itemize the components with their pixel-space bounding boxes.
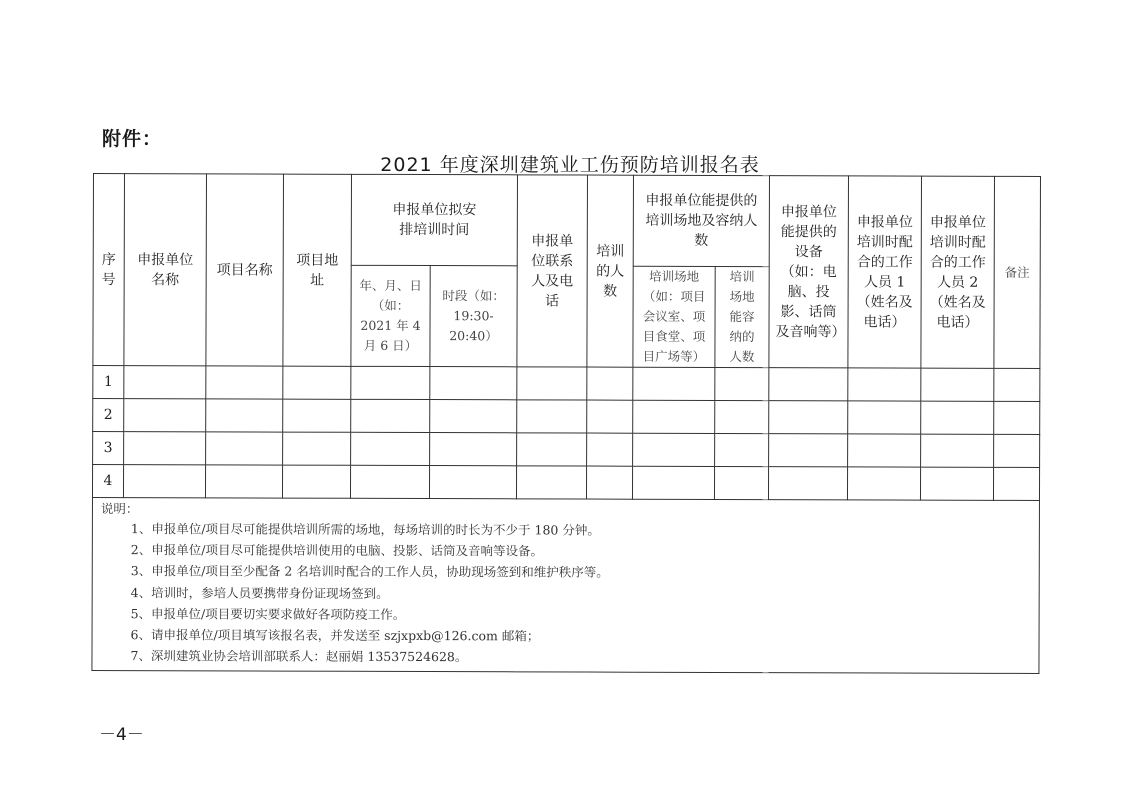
input-cell[interactable] (206, 366, 283, 399)
header-trainee-count: 培训的人数 (587, 175, 634, 367)
input-cell[interactable] (351, 432, 430, 465)
input-cell[interactable] (768, 467, 847, 500)
input-cell[interactable] (283, 432, 351, 465)
input-cell[interactable] (848, 401, 921, 434)
notes-label: 说明： (100, 501, 139, 517)
input-cell[interactable] (769, 368, 848, 401)
input-cell[interactable] (769, 401, 848, 434)
input-cell[interactable] (769, 434, 848, 467)
input-cell[interactable] (714, 466, 768, 499)
form-title: 2021 年度深圳建筑业工伤预防培训报名表 (380, 154, 760, 176)
note-item: 3、申报单位/项目至少配备 2 名培训时配合的工作人员，协助现场签到和维护秩序等。 (130, 563, 609, 581)
input-cell[interactable] (994, 401, 1040, 434)
input-cell[interactable] (848, 368, 921, 401)
input-cell[interactable] (587, 433, 633, 466)
note-item: 6、请申报单位/项目填写该报名表，并发送至 szjxpxb@126.com 邮箱； (130, 627, 540, 644)
input-cell[interactable] (587, 367, 633, 400)
input-cell[interactable] (283, 399, 351, 432)
input-cell[interactable] (847, 467, 920, 500)
row-number: 1 (93, 366, 124, 399)
input-cell[interactable] (715, 367, 769, 400)
input-cell[interactable] (587, 400, 633, 433)
header-unit-name: 申报单位名称 (124, 174, 207, 366)
input-cell[interactable] (124, 366, 206, 399)
input-cell[interactable] (124, 432, 206, 465)
row-number: 2 (93, 399, 124, 432)
notes-section (92, 497, 1040, 673)
input-cell[interactable] (351, 399, 430, 432)
input-cell[interactable] (283, 366, 351, 399)
input-cell[interactable] (430, 433, 517, 466)
input-cell[interactable] (123, 465, 205, 498)
header-venue-group: 申报单位能提供的培训场地及容纳人数 (633, 175, 769, 266)
header-staff-1: 申报单位培训时配合的工作人员 1（姓名及电话） (848, 176, 922, 368)
header-venue: 培训场地（如：项目会议室、项目食堂、项目广场等） (633, 266, 715, 367)
input-cell[interactable] (516, 466, 586, 499)
row-number: 4 (92, 465, 123, 498)
input-cell[interactable] (633, 367, 715, 400)
note-item: 7、深圳建筑业协会培训部联系人：赵丽娟 13537524628。 (130, 648, 468, 665)
notes-list (100, 518, 1032, 669)
input-cell[interactable] (921, 401, 994, 434)
input-cell[interactable] (282, 465, 350, 498)
header-project-address: 项目地址 (283, 174, 352, 366)
header-period: 时段（如：19:30-20:40） (430, 266, 517, 367)
header-seq: 序号 (93, 174, 125, 366)
note-item: 1、申报单位/项目尽可能提供培训所需的场地，每场培训的时长为不少于 180 分钟。 (130, 521, 600, 538)
input-cell[interactable] (633, 433, 715, 466)
header-project-name: 项目名称 (206, 174, 284, 366)
input-cell[interactable] (205, 465, 282, 498)
input-cell[interactable] (921, 368, 994, 401)
table-row (93, 432, 1040, 468)
input-cell[interactable] (848, 434, 921, 467)
input-cell[interactable] (517, 400, 587, 433)
header-remarks: 备注 (994, 176, 1041, 368)
input-cell[interactable] (921, 434, 994, 467)
input-cell[interactable] (993, 467, 1039, 500)
registration-table (91, 173, 1041, 674)
input-cell[interactable] (206, 432, 283, 465)
input-cell[interactable] (206, 399, 283, 432)
input-cell[interactable] (351, 366, 430, 399)
header-capacity: 培训场地能容纳的人数 (715, 266, 769, 367)
page-number: －4－ (99, 725, 144, 745)
note-item: 4、培训时，参培人员要携带身份证现场签到。 (130, 584, 389, 601)
header-staff-2: 申报单位培训时配合的工作人员 2（姓名及电话） (921, 176, 995, 368)
input-cell[interactable] (994, 434, 1040, 467)
input-cell[interactable] (430, 367, 517, 400)
note-item: 5、申报单位/项目要切实要求做好各项防疫工作。 (130, 605, 406, 622)
input-cell[interactable] (517, 433, 587, 466)
input-cell[interactable] (350, 465, 429, 498)
input-cell[interactable] (586, 466, 632, 499)
header-equipment: 申报单位能提供的设备（如：电脑、投影、话筒及音响等） (769, 176, 849, 368)
input-cell[interactable] (715, 433, 769, 466)
note-item: 2、申报单位/项目尽可能提供培训使用的电脑、投影、话筒及音响等设备。 (130, 542, 544, 559)
header-schedule-group: 申报单位拟安排培训时间 (351, 174, 517, 266)
attachment-label: 附件： (102, 128, 163, 150)
row-number: 3 (93, 432, 124, 465)
table-row (93, 399, 1040, 435)
table-row (92, 465, 1039, 501)
header-contact: 申报单位联系人及电话 (517, 175, 588, 367)
input-cell[interactable] (632, 466, 714, 499)
input-cell[interactable] (633, 400, 715, 433)
header-date: 年、月、日（如：2021 年 4 月 6 日） (351, 265, 430, 366)
input-cell[interactable] (517, 367, 587, 400)
input-cell[interactable] (994, 368, 1040, 401)
input-cell[interactable] (429, 466, 516, 499)
input-cell[interactable] (920, 467, 993, 500)
input-cell[interactable] (715, 400, 769, 433)
table-row (93, 366, 1040, 402)
input-cell[interactable] (124, 399, 206, 432)
input-cell[interactable] (430, 400, 517, 433)
